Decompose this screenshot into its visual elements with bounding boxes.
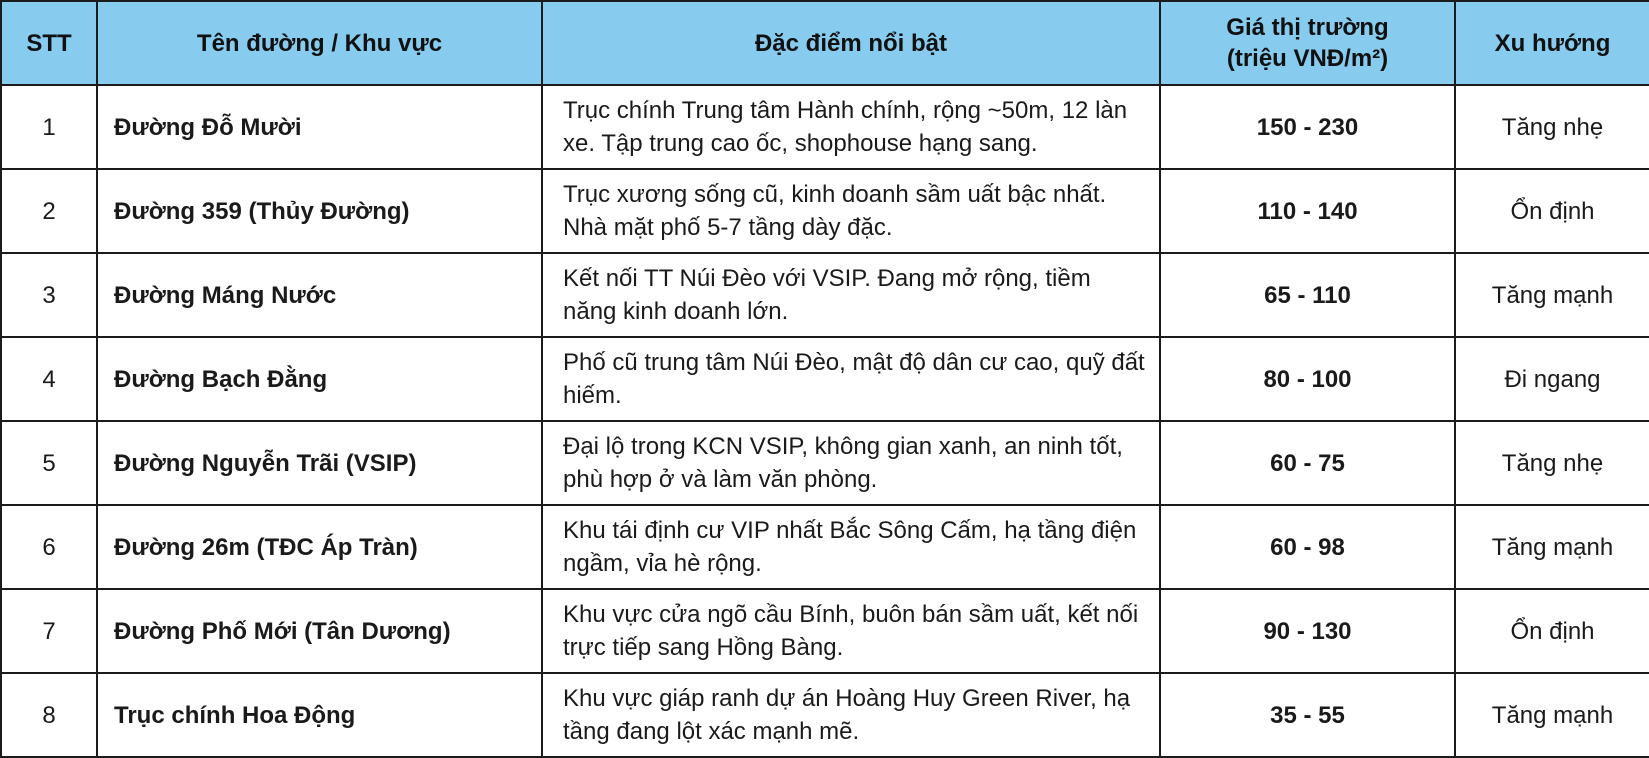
row-stt: 5 [1, 421, 97, 505]
row-stt: 1 [1, 85, 97, 169]
row-trend: Tăng mạnh [1455, 253, 1649, 337]
row-desc: Đại lộ trong KCN VSIP, không gian xanh, an ninh tốt, phù hợp ở và làm văn phòng. [542, 421, 1160, 505]
header-row [1, 1, 1649, 85]
header-price-line2: (triệu VNĐ/m²) [1226, 45, 1389, 72]
header-desc: Đặc điểm nổi bật [542, 1, 1160, 85]
row-price: 60 - 75 [1160, 421, 1455, 505]
row-name: Đường 26m (TĐC Áp Tràn) [97, 505, 542, 589]
row-price: 110 - 140 [1160, 169, 1455, 253]
header-price-line1: Giá thị trường [1226, 14, 1389, 41]
row-price: 80 - 100 [1160, 337, 1455, 421]
row-price: 150 - 230 [1160, 85, 1455, 169]
table-row [1, 337, 1649, 421]
row-price: 65 - 110 [1160, 253, 1455, 337]
row-name: Đường Bạch Đằng [97, 337, 542, 421]
row-stt: 3 [1, 253, 97, 337]
row-desc: Phố cũ trung tâm Núi Đèo, mật độ dân cư cao, quỹ đất hiếm. [542, 337, 1160, 421]
row-desc: Trục chính Trung tâm Hành chính, rộng ~50m, 12 làn xe. Tập trung cao ốc, shophouse hạng sang. [542, 85, 1160, 169]
row-name: Đường Đỗ Mười [97, 85, 542, 169]
row-price: 60 - 98 [1160, 505, 1455, 589]
row-trend: Tăng nhẹ [1455, 85, 1649, 169]
row-trend: Ổn định [1455, 169, 1649, 253]
table-row [1, 505, 1649, 589]
row-stt: 4 [1, 337, 97, 421]
row-desc: Khu vực cửa ngõ cầu Bính, buôn bán sầm uất, kết nối trực tiếp sang Hồng Bàng. [542, 589, 1160, 673]
row-trend: Tăng mạnh [1455, 505, 1649, 589]
row-name: Trục chính Hoa Động [97, 673, 542, 757]
row-desc: Khu vực giáp ranh dự án Hoàng Huy Green River, hạ tầng đang lột xác mạnh mẽ. [542, 673, 1160, 757]
header-stt: STT [1, 1, 97, 85]
table-row [1, 421, 1649, 505]
row-name: Đường Phố Mới (Tân Dương) [97, 589, 542, 673]
table-row [1, 85, 1649, 169]
row-stt: 8 [1, 673, 97, 757]
row-name: Đường 359 (Thủy Đường) [97, 169, 542, 253]
row-desc: Khu tái định cư VIP nhất Bắc Sông Cấm, hạ tầng điện ngầm, vỉa hè rộng. [542, 505, 1160, 589]
row-trend: Ổn định [1455, 589, 1649, 673]
header-name: Tên đường / Khu vực [97, 1, 542, 85]
row-price: 90 - 130 [1160, 589, 1455, 673]
row-trend: Tăng mạnh [1455, 673, 1649, 757]
row-stt: 7 [1, 589, 97, 673]
row-desc: Kết nối TT Núi Đèo với VSIP. Đang mở rộng, tiềm năng kinh doanh lớn. [542, 253, 1160, 337]
table-row [1, 169, 1649, 253]
row-stt: 2 [1, 169, 97, 253]
row-name: Đường Nguyễn Trãi (VSIP) [97, 421, 542, 505]
row-trend: Tăng nhẹ [1455, 421, 1649, 505]
row-price: 35 - 55 [1160, 673, 1455, 757]
header-trend: Xu hướng [1455, 1, 1649, 85]
row-desc: Trục xương sống cũ, kinh doanh sầm uất bậc nhất. Nhà mặt phố 5-7 tầng dày đặc. [542, 169, 1160, 253]
table-row [1, 589, 1649, 673]
table-row [1, 673, 1649, 757]
table-row [1, 253, 1649, 337]
row-name: Đường Máng Nước [97, 253, 542, 337]
header-price [1160, 1, 1455, 85]
row-stt: 6 [1, 505, 97, 589]
row-trend: Đi ngang [1455, 337, 1649, 421]
